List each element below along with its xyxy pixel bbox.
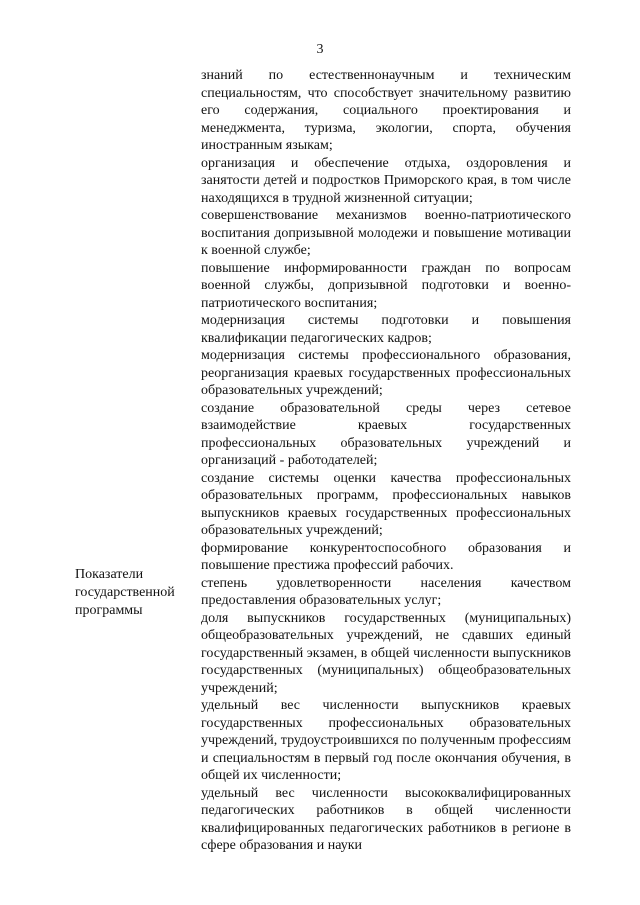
- task-paragraph: модернизация системы подготовки и повышения квалификации педагогических кадров;: [201, 313, 571, 346]
- task-paragraph: совершенствование механизмов военно-патриотического воспитания допризывной молодежи и повышение мотивации к военной службе;: [201, 208, 571, 258]
- indicator-paragraph: удельный вес численности высококвалифицированных педагогических работников в общей численности квалифицированных педагогических работников в регионе в сфере образования и науки: [201, 785, 571, 853]
- page-number: 3: [316, 42, 324, 57]
- section-label-line: государственной: [75, 585, 175, 600]
- indicator-paragraph: степень удовлетворенности населения качеством предоставления образовательных услуг;: [201, 575, 571, 608]
- task-paragraph: создание системы оценки качества профессиональных образовательных программ, профессиональных навыков выпускников краевых государственных профессиональных образовательных учреждений;: [201, 470, 571, 538]
- task-paragraph: знаний по естественнонаучным и техническим специальностям, что способствует значительному развитию его содержания, социального проектирования и менеджмента, туризма, экологии, спорта, обучения иностранным языкам;: [201, 68, 571, 153]
- task-paragraph: формирование конкурентоспособного образования и повышение престижа профессий рабочих.: [201, 540, 571, 573]
- content-column: [201, 67, 571, 855]
- task-paragraph: повышение информированности граждан по вопросам военной службы, допризывной подготовки и военно-патриотического воспитания;: [201, 260, 571, 311]
- section-label: [75, 566, 193, 620]
- task-paragraph: организация и обеспечение отдыха, оздоровления и занятости детей и подростков Приморского края, в том числе находящихся в трудной жизненной ситуации;: [201, 155, 571, 206]
- section-label-line: Показатели: [75, 567, 144, 582]
- task-paragraph: создание образовательной среды через сетевое взаимодействие краевых государственных профессиональных образовательных учреждений и организаций - работодателей;: [201, 400, 571, 468]
- section-label-line: программы: [75, 603, 143, 618]
- task-paragraph: модернизация системы профессионального образования, реорганизация краевых государственных профессиональных образовательных учреждений;: [201, 348, 571, 398]
- indicator-paragraph: удельный вес численности выпускников краевых государственных профессиональных образовательных учреждений, трудоустроившихся по полученным профессиям и специальностям в первый год после окончания обучения, в общей их численности;: [201, 698, 571, 783]
- indicator-paragraph: доля выпускников государственных (муниципальных) общеобразовательных учреждений, не сдавших единый государственный экзамен, в общей численности выпускников государственных (муниципальных) общеобразовательных учреждений;: [201, 610, 571, 696]
